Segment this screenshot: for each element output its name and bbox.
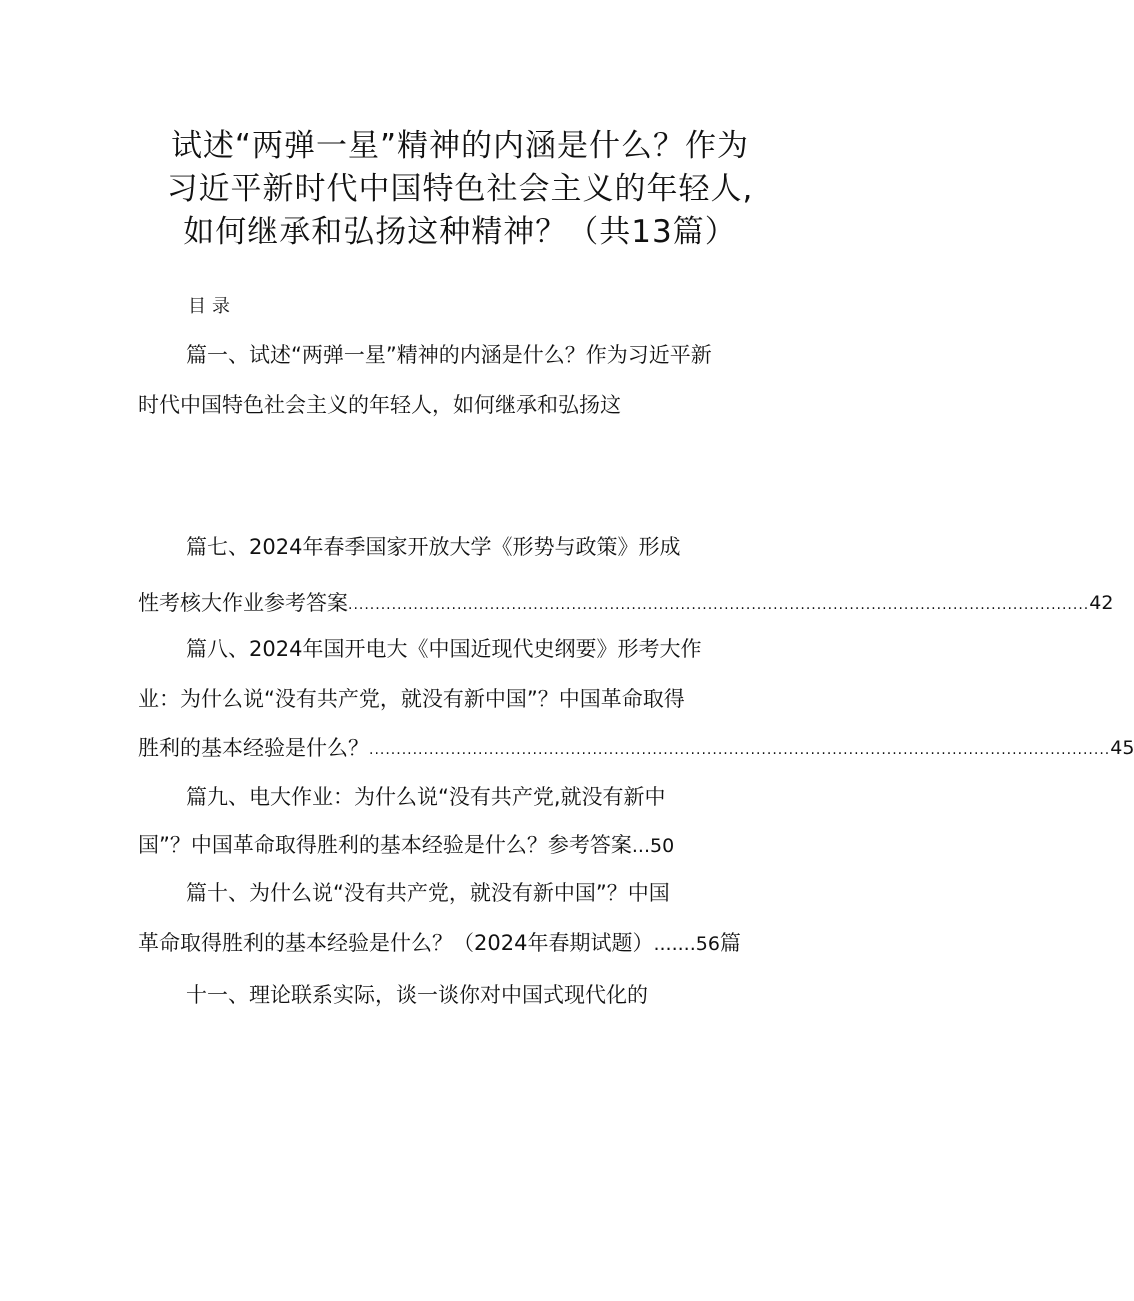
toc-entry-7-line-2[interactable] — [138, 588, 1114, 618]
toc-entry-10-page: 56 — [695, 933, 720, 955]
document-title-line-1: 试述“两弹一星”精神的内涵是什么？作为 — [170, 128, 750, 164]
toc-entry-9-line-2[interactable] — [138, 830, 674, 861]
document-title-line-2: 习近平新时代中国特色社会主义的年轻人, — [166, 171, 754, 207]
toc-entry-9-ellipsis: ... — [631, 835, 651, 857]
leader-dots: ........................................................................................................................................ — [348, 597, 1090, 613]
toc-entry-8-text: 胜利的基本经验是什么？ — [138, 736, 369, 760]
toc-entry-1-line-1[interactable]: 篇一、试述“两弹一星”精神的内涵是什么？作为习近平新 — [186, 343, 712, 367]
leader-dots: ........................................................................................................................................ — [369, 742, 1111, 758]
toc-entry-7-line-1[interactable]: 篇七、2024年春季国家开放大学《形势与政策》形成 — [186, 535, 681, 559]
toc-entry-9-text: 国”？中国革命取得胜利的基本经验是什么？参考答案 — [138, 833, 632, 857]
toc-entry-8-line-1[interactable]: 篇八、2024年国开电大《中国近现代史纲要》形考大作 — [186, 637, 702, 661]
toc-entry-7-text: 性考核大作业参考答案 — [138, 591, 348, 615]
toc-entry-11-line-1[interactable]: 十一、理论联系实际，谈一谈你对中国式现代化的 — [186, 983, 648, 1007]
toc-entry-10-line-2[interactable] — [138, 928, 741, 959]
toc-entry-10-trail: 篇 — [719, 931, 741, 955]
toc-entry-1-line-2[interactable]: 时代中国特色社会主义的年轻人，如何继承和弘扬这 — [138, 393, 621, 417]
toc-entry-8-line-2[interactable]: 业：为什么说“没有共产党，就没有新中国”？中国革命取得 — [138, 687, 685, 711]
toc-entry-10-ellipsis: ....... — [653, 933, 696, 955]
toc-heading: 目录 — [188, 296, 236, 317]
toc-entry-9-line-1[interactable]: 篇九、电大作业：为什么说“没有共产党,就没有新中 — [186, 785, 666, 809]
toc-entry-8-page: 45 — [1110, 737, 1134, 759]
document-title-line-3: 如何继承和弘扬这种精神？（共13篇） — [183, 214, 737, 250]
toc-entry-9-page: 50 — [650, 835, 675, 857]
toc-entry-10-text: 革命取得胜利的基本经验是什么？（2024年春期试题） — [138, 931, 654, 955]
toc-entry-7-page: 42 — [1089, 592, 1114, 614]
toc-entry-8-line-3[interactable] — [138, 733, 1134, 763]
toc-entry-10-line-1[interactable]: 篇十、为什么说“没有共产党，就没有新中国”？中国 — [186, 881, 670, 905]
